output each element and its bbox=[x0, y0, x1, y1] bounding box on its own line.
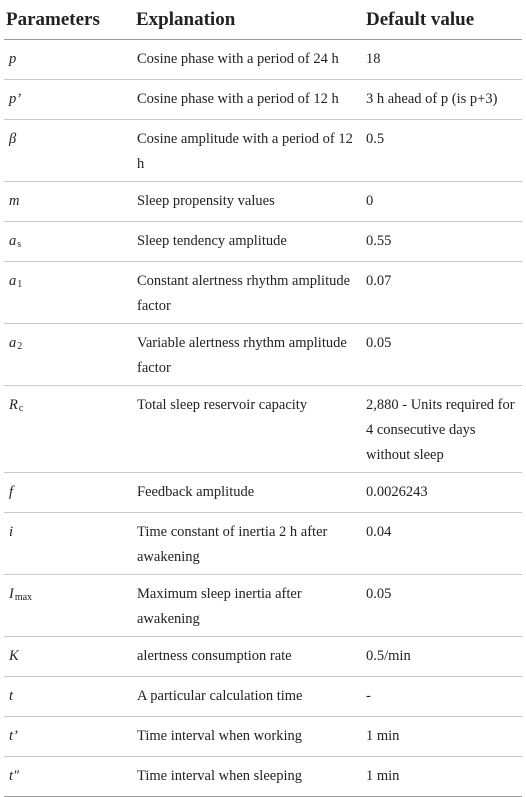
table-row bbox=[4, 575, 522, 637]
param-default-value: 0 bbox=[364, 182, 522, 222]
table-row bbox=[4, 262, 522, 324]
param-explanation: Cosine phase with a period of 12 h bbox=[136, 80, 364, 120]
header-parameters: Parameters bbox=[4, 0, 136, 40]
param-symbol bbox=[4, 575, 136, 637]
param-explanation: Feedback amplitude bbox=[136, 473, 364, 513]
param-default-value: 0.07 bbox=[364, 262, 522, 324]
param-explanation: alertness consumption rate bbox=[136, 637, 364, 677]
param-symbol bbox=[4, 637, 136, 677]
param-explanation: Total sleep reservoir capacity bbox=[136, 386, 364, 473]
param-explanation: Cosine amplitude with a period of 12 h bbox=[136, 120, 364, 182]
param-symbol bbox=[4, 473, 136, 513]
param-explanation: Variable alertness rhythm amplitude factor bbox=[136, 324, 364, 386]
table-row bbox=[4, 80, 522, 120]
param-explanation: Constant alertness rhythm amplitude factor bbox=[136, 262, 364, 324]
table-row bbox=[4, 757, 522, 797]
param-symbol bbox=[4, 80, 136, 120]
symbol-subscript: 1 bbox=[17, 279, 23, 290]
table-row bbox=[4, 222, 522, 262]
table-row bbox=[4, 513, 522, 575]
param-default-value: 3 h ahead of p (is p+3) bbox=[364, 80, 522, 120]
symbol-main: a bbox=[9, 335, 17, 351]
symbol-main: p’ bbox=[9, 91, 22, 107]
symbol-main: I bbox=[9, 586, 14, 602]
param-symbol bbox=[4, 717, 136, 757]
header-explanation: Explanation bbox=[136, 0, 364, 40]
symbol-main: m bbox=[9, 193, 20, 209]
table-row bbox=[4, 182, 522, 222]
param-symbol bbox=[4, 222, 136, 262]
param-default-value: 0.5/min bbox=[364, 637, 522, 677]
symbol-main: f bbox=[9, 484, 14, 500]
header-default-value: Default value bbox=[364, 0, 522, 40]
param-symbol bbox=[4, 120, 136, 182]
param-symbol bbox=[4, 677, 136, 717]
param-symbol bbox=[4, 182, 136, 222]
symbol-main: t bbox=[9, 688, 14, 704]
param-default-value: 2,880 - Units required for 4 consecutive days without sleep bbox=[364, 386, 522, 473]
param-default-value: - bbox=[364, 677, 522, 717]
table-header bbox=[4, 0, 522, 40]
param-explanation: Time interval when working bbox=[136, 717, 364, 757]
symbol-main: t’ bbox=[9, 728, 18, 744]
param-default-value: 1 min bbox=[364, 717, 522, 757]
symbol-main: K bbox=[9, 648, 19, 664]
param-symbol bbox=[4, 40, 136, 80]
symbol-subscript: 2 bbox=[17, 341, 23, 352]
symbol-main: i bbox=[9, 524, 14, 540]
symbol-subscript: max bbox=[14, 592, 33, 603]
table-row bbox=[4, 717, 522, 757]
param-explanation: Time interval when sleeping bbox=[136, 757, 364, 797]
symbol-main: R bbox=[9, 397, 18, 413]
param-explanation: Sleep propensity values bbox=[136, 182, 364, 222]
param-symbol bbox=[4, 262, 136, 324]
param-symbol bbox=[4, 757, 136, 797]
header-row bbox=[4, 0, 522, 40]
param-explanation: Sleep tendency amplitude bbox=[136, 222, 364, 262]
param-explanation: Cosine phase with a period of 24 h bbox=[136, 40, 364, 80]
symbol-main: p bbox=[9, 51, 17, 67]
table-row bbox=[4, 324, 522, 386]
parameter-table bbox=[4, 0, 522, 797]
param-explanation: Maximum sleep inertia after awakening bbox=[136, 575, 364, 637]
table-row bbox=[4, 473, 522, 513]
table-row bbox=[4, 120, 522, 182]
param-default-value: 0.0026243 bbox=[364, 473, 522, 513]
symbol-main: a bbox=[9, 273, 17, 289]
param-symbol bbox=[4, 324, 136, 386]
table-body bbox=[4, 40, 522, 797]
param-explanation: A particular calculation time bbox=[136, 677, 364, 717]
table-row bbox=[4, 40, 522, 80]
symbol-main: a bbox=[9, 233, 17, 249]
symbol-subscript: s bbox=[17, 239, 22, 250]
param-default-value: 1 min bbox=[364, 757, 522, 797]
symbol-subscript: c bbox=[18, 403, 24, 414]
param-symbol bbox=[4, 386, 136, 473]
table-row bbox=[4, 386, 522, 473]
param-default-value: 0.04 bbox=[364, 513, 522, 575]
symbol-main: t″ bbox=[9, 768, 20, 784]
param-default-value: 0.55 bbox=[364, 222, 522, 262]
symbol-main: β bbox=[9, 131, 17, 147]
table-row bbox=[4, 637, 522, 677]
param-default-value: 0.5 bbox=[364, 120, 522, 182]
param-symbol bbox=[4, 513, 136, 575]
param-default-value: 0.05 bbox=[364, 324, 522, 386]
param-default-value: 18 bbox=[364, 40, 522, 80]
param-default-value: 0.05 bbox=[364, 575, 522, 637]
table-row bbox=[4, 677, 522, 717]
param-explanation: Time constant of inertia 2 h after awakening bbox=[136, 513, 364, 575]
